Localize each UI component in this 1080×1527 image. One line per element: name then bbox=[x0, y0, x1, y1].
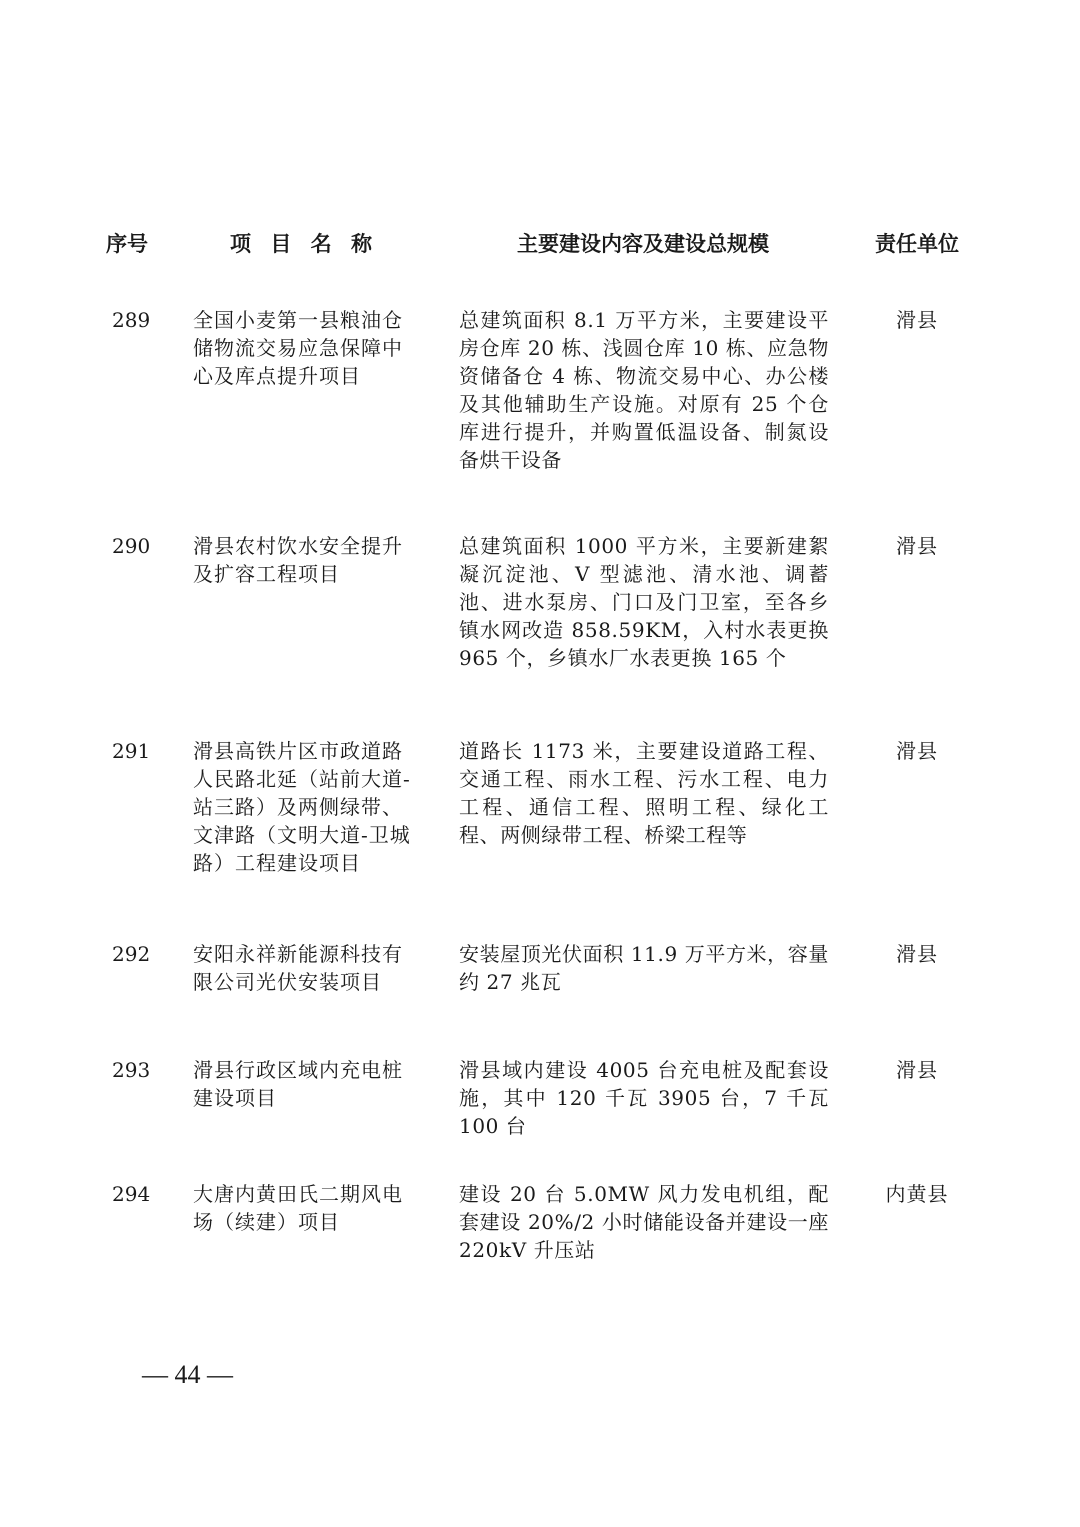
row-unit: 滑县 bbox=[896, 534, 938, 558]
row-content: 滑县域内建设 4005 台充电桩及配套设施，其中 120 千瓦 3905 台，7 千瓦 100 台 bbox=[459, 1058, 829, 1138]
row-content: 道路长 1173 米，主要建设道路工程、交通工程、雨水工程、污水工程、电力工程、通信工程、照明工程、绿化工程、两侧绿带工程、桥梁工程等 bbox=[459, 739, 829, 847]
row-seq: 293 bbox=[112, 1058, 151, 1082]
row-unit: 滑县 bbox=[896, 942, 938, 966]
row-name: 滑县高铁片区市政道路人民路北延（站前大道-站三路）及两侧绿带、文津路（文明大道-卫城路）工程建设项目 bbox=[193, 739, 411, 875]
row-unit: 内黄县 bbox=[885, 1182, 949, 1206]
row-unit: 滑县 bbox=[896, 308, 938, 332]
row-name: 安阳永祥新能源科技有限公司光伏安装项目 bbox=[193, 942, 403, 994]
row-name: 滑县农村饮水安全提升及扩容工程项目 bbox=[193, 534, 403, 586]
row-content: 总建筑面积 8.1 万平方米，主要建设平房仓库 20 栋、浅圆仓库 10 栋、应急物资储备仓 4 栋、物流交易中心、办公楼及其他辅助生产设施。对原有 25 个仓库进行提升，并购置低温设备、制氮设备烘干设备 bbox=[459, 308, 829, 472]
header-name: 项 目 名 称 bbox=[230, 232, 378, 256]
row-content: 总建筑面积 1000 平方米，主要新建絮凝沉淀池、V 型滤池、清水池、调蓄池、进水泵房、门口及门卫室，至各乡镇水网改造 858.59KM，入村水表更换 965 个，乡镇水厂水表更换 165 个 bbox=[459, 534, 829, 670]
row-seq: 291 bbox=[112, 739, 151, 763]
row-seq: 294 bbox=[112, 1182, 151, 1206]
page-number: — 44 — bbox=[142, 1360, 233, 1389]
row-seq: 289 bbox=[112, 308, 151, 332]
row-seq: 292 bbox=[112, 942, 151, 966]
row-unit: 滑县 bbox=[896, 739, 938, 763]
row-name: 全国小麦第一县粮油仓储物流交易应急保障中心及库点提升项目 bbox=[193, 308, 403, 388]
row-content: 安装屋顶光伏面积 11.9 万平方米，容量约 27 兆瓦 bbox=[459, 942, 829, 994]
row-name: 大唐内黄田氏二期风电场（续建）项目 bbox=[193, 1182, 403, 1234]
row-unit: 滑县 bbox=[896, 1058, 938, 1082]
row-name: 滑县行政区域内充电桩建设项目 bbox=[193, 1058, 403, 1110]
header-unit: 责任单位 bbox=[875, 232, 959, 256]
table-header bbox=[0, 226, 1080, 262]
header-content: 主要建设内容及建设总规模 bbox=[517, 232, 769, 256]
row-content: 建设 20 台 5.0MW 风力发电机组，配套建设 20%/2 小时储能设备并建设一座 220kV 升压站 bbox=[459, 1182, 829, 1262]
row-seq: 290 bbox=[112, 534, 151, 558]
header-seq: 序号 bbox=[106, 232, 148, 256]
